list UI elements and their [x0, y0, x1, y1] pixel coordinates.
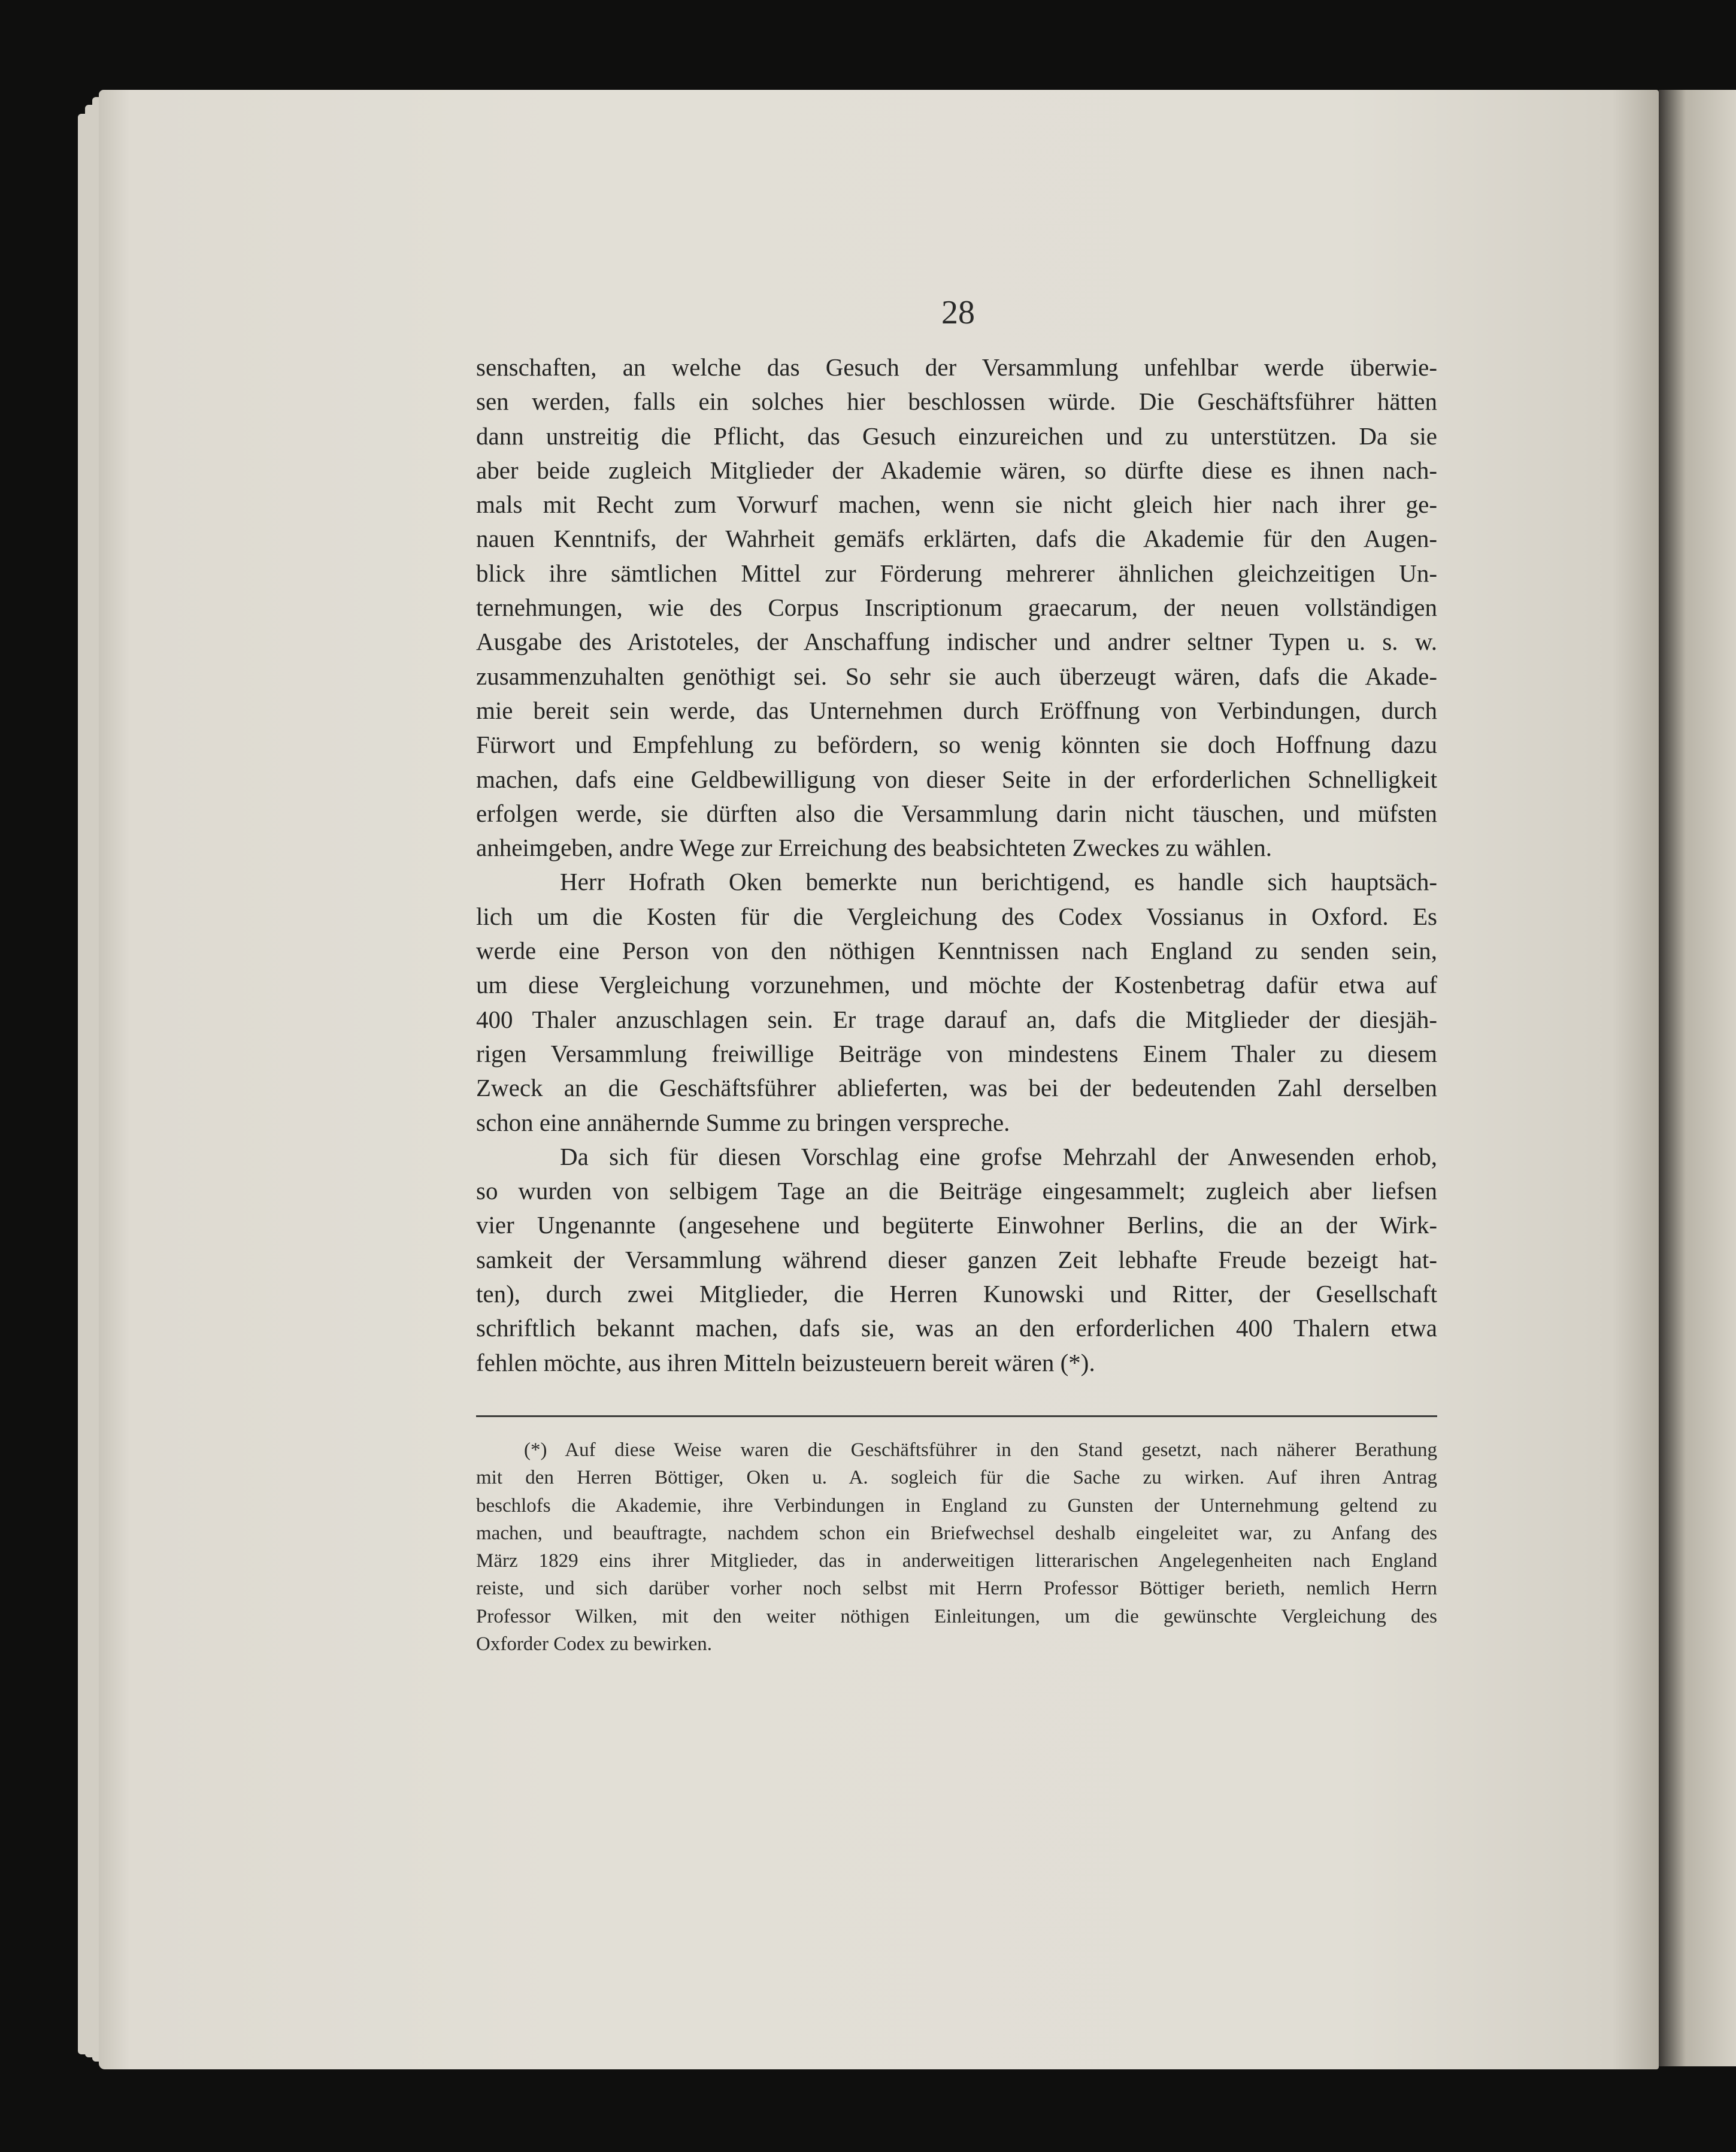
body-text	[476, 350, 1437, 1380]
body-line: erfolgen werde, sie dürften also die Versammlung darin nicht täuschen, und müfsten	[476, 799, 1437, 827]
body-line: samkeit der Versammlung während dieser ganzen Zeit lebhafte Freude bezeigt hat-	[476, 1245, 1437, 1273]
body-line: blick ihre sämtlichen Mittel zur Förderung mehrerer ähnlichen gleichzeitigen Un-	[476, 559, 1437, 587]
body-line: werde eine Person von den nöthigen Kenntnissen nach England zu senden sein,	[476, 937, 1437, 965]
body-line: nauen Kenntnifs, der Wahrheit gemäfs erklärten, dafs die Akademie für den Augen-	[476, 525, 1437, 553]
footnote-line: machen, und beauftragte, nachdem schon ein Briefwechsel deshalb eingeleitet war, zu Anfang des	[476, 1522, 1437, 1544]
body-line: dann unstreitig die Pflicht, das Gesuch einzureichen und zu unterstützen. Da sie	[476, 422, 1437, 450]
body-line: schriftlich bekannt machen, dafs sie, was an den erforderlichen 400 Thalern etwa	[476, 1314, 1437, 1342]
footnote	[476, 1436, 1437, 1658]
body-line: so wurden von selbigem Tage an die Beiträge eingesammelt; zugleich aber liefsen	[476, 1177, 1437, 1205]
body-line: Zweck an die Geschäftsführer ablieferten, was bei der bedeutenden Zahl derselben	[476, 1074, 1437, 1102]
body-line: 400 Thaler anzuschlagen sein. Er trage darauf an, dafs die Mitglieder der diesjäh-	[476, 1005, 1437, 1033]
body-line: Da sich für diesen Vorschlag eine grofse Mehrzahl der Anwesenden erhob,	[560, 1142, 1437, 1170]
body-line: fehlen möchte, aus ihren Mitteln beizusteuern bereit wären (*).	[476, 1348, 1095, 1376]
footnote-line: beschlofs die Akademie, ihre Verbindungen in England zu Gunsten der Unternehmung geltend zu	[476, 1494, 1437, 1517]
body-line: machen, dafs eine Geldbewilligung von dieser Seite in der erforderlichen Schnelligkeit	[476, 765, 1437, 793]
footnote-line: Oxforder Codex zu bewirken.	[476, 1633, 713, 1655]
body-line: ten), durch zwei Mitglieder, die Herren Kunowski und Ritter, der Gesellschaft	[476, 1280, 1437, 1308]
body-line: lich um die Kosten für die Vergleichung des Codex Vossianus in Oxford. Es	[476, 902, 1437, 930]
body-line: zusammenzuhalten genöthigt sei. So sehr sie auch überzeugt wären, dafs die Akade-	[476, 662, 1437, 690]
footnote-divider	[476, 1415, 1437, 1417]
body-line: anheimgeben, andre Wege zur Erreichung des beabsichteten Zweckes zu wählen.	[476, 834, 1272, 862]
page-number: 28	[941, 294, 975, 331]
body-line: Fürwort und Empfehlung zu befördern, so wenig könnten sie doch Hoffnung dazu	[476, 731, 1437, 759]
body-line: mals mit Recht zum Vorwurf machen, wenn sie nicht gleich hier nach ihrer ge-	[476, 491, 1437, 519]
body-line: senschaften, an welche das Gesuch der Versammlung unfehlbar werde überwie-	[476, 353, 1437, 381]
footnote-line: (*) Auf diese Weise waren die Geschäftsführer in den Stand gesetzt, nach näherer Berathung	[524, 1439, 1437, 1461]
body-line: mie bereit sein werde, das Unternehmen durch Eröffnung von Verbindungen, durch	[476, 696, 1437, 724]
body-line: Ausgabe des Aristoteles, der Anschaffung indischer und andrer seltner Typen u. s. w.	[476, 628, 1437, 656]
body-line: aber beide zugleich Mitglieder der Akademie wären, so dürfte diese es ihnen nach-	[476, 456, 1437, 484]
footnote-line: mit den Herren Böttiger, Oken u. A. sogleich für die Sache zu wirken. Auf ihren Antrag	[476, 1467, 1437, 1489]
body-line: ternehmungen, wie des Corpus Inscriptionum graecarum, der neuen vollständigen	[476, 594, 1437, 622]
body-line: sen werden, falls ein solches hier beschlossen würde. Die Geschäftsführer hätten	[476, 388, 1437, 416]
facing-page-edge	[1659, 90, 1736, 2066]
footnote-line: Professor Wilken, mit den weiter nöthigen Einleitungen, um die gewünschte Vergleichung des	[476, 1605, 1437, 1627]
body-line: vier Ungenannte (angesehene und begüterte Einwohner Berlins, die an der Wirk-	[476, 1211, 1437, 1239]
body-line: um diese Vergleichung vorzunehmen, und möchte der Kostenbetrag dafür etwa auf	[476, 971, 1437, 999]
body-line: Herr Hofrath Oken bemerkte nun berichtigend, es handle sich hauptsäch-	[560, 868, 1437, 896]
footnote-line: reiste, und sich darüber vorher noch selbst mit Herrn Professor Böttiger berieth, nemlich Herrn	[476, 1578, 1437, 1600]
footnote-line: März 1829 eins ihrer Mitglieder, das in anderweitigen litterarischen Angelegenheiten nach England	[476, 1550, 1437, 1572]
body-line: schon eine annähernde Summe zu bringen verspreche.	[476, 1108, 1010, 1136]
body-line: rigen Versammlung freiwillige Beiträge von mindestens Einem Thaler zu diesem	[476, 1039, 1437, 1067]
